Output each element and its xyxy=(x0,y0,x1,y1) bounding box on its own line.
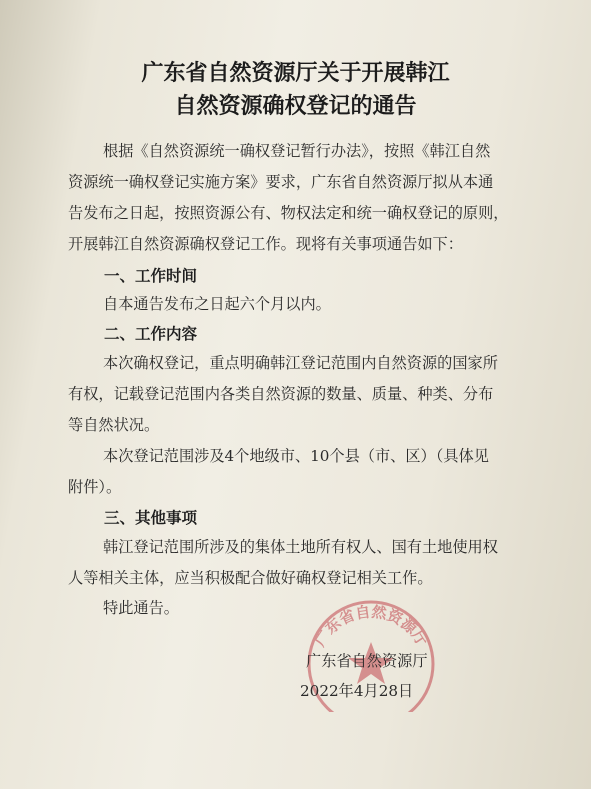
seal-text-path: 广东省自然资源厅 xyxy=(310,602,432,650)
intro-line-3: 告发布之日起，按照资源公有、物权法定和统一确权登记的原则， xyxy=(68,204,509,222)
section-1-text: 自本通告发布之日起六个月以内。 xyxy=(103,295,331,313)
document-title-line-2: 自然资源确权登记的通告 xyxy=(174,94,417,119)
section-2-heading: 二、工作内容 xyxy=(104,325,198,343)
section-1-heading: 一、工作时间 xyxy=(104,267,198,285)
section-3-line-2: 人等相关主体，应当积极配合做好确权登记相关工作。 xyxy=(68,569,433,587)
section-3-line-1: 韩江登记范围所涉及的集体土地所有权人、国有土地使用权 xyxy=(103,538,498,556)
section-2-para-1-line-3: 等自然状况。 xyxy=(68,416,160,434)
section-2-para-2-line-2: 附件）。 xyxy=(68,478,122,496)
section-3-heading: 三、其他事项 xyxy=(104,509,198,527)
document-title-line-1: 广东省自然资源厅关于开展韩江 xyxy=(141,61,450,86)
issuer-name: 广东省自然资源厅 xyxy=(306,652,428,670)
section-2-para-2-line-1: 本次登记范围涉及4个地级市、10个县（市、区）（具体见 xyxy=(103,447,489,465)
closing-text: 特此通告。 xyxy=(103,599,179,617)
issue-date: 2022年4月28日 xyxy=(300,682,414,700)
intro-line-4: 开展韩江自然资源确权登记工作。现将有关事项通告如下： xyxy=(68,235,463,253)
section-2-para-1-line-2: 有权，记载登记范围内各类自然资源的数量、质量、种类、分布 xyxy=(68,385,494,403)
intro-line-2: 资源统一确权登记实施方案》要求，广东省自然资源厅拟从本通 xyxy=(68,173,494,191)
intro-line-1: 根据《自然资源统一确权登记暂行办法》，按照《韩江自然 xyxy=(103,142,491,160)
section-2-para-1-line-1: 本次确权登记，重点明确韩江登记范围内自然资源的国家所 xyxy=(103,354,498,372)
